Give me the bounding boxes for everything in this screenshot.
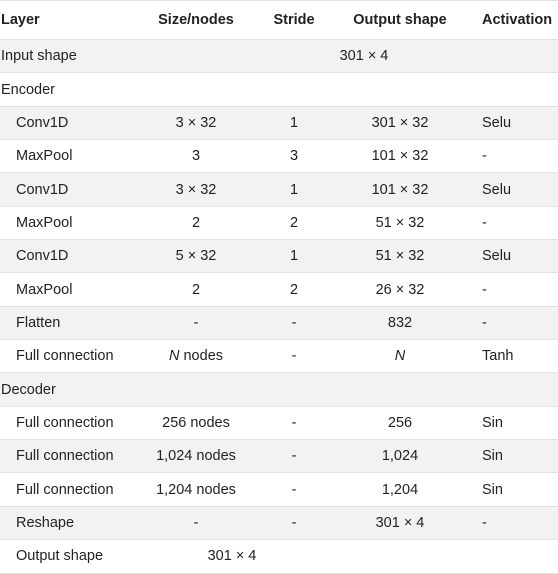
table-row-encoder-section: [0, 73, 558, 106]
layer-cell: MaxPool: [0, 206, 134, 239]
table-row: [0, 106, 558, 139]
table-row: [0, 206, 558, 239]
activation-cell: Sin: [470, 406, 558, 439]
input-shape-label: Input shape: [0, 40, 134, 73]
layer-cell: Conv1D: [0, 106, 134, 139]
node-count-variable: N: [168, 348, 180, 365]
header-activation: Activation: [470, 1, 558, 40]
stride-cell: 3: [258, 140, 330, 173]
layer-cell: Full connection: [0, 473, 134, 506]
output-cell: 256: [330, 406, 470, 439]
layer-cell: Full connection: [0, 406, 134, 439]
table-row-input-shape: [0, 40, 558, 73]
stride-cell: 2: [258, 273, 330, 306]
activation-cell: -: [470, 140, 558, 173]
output-cell: 101 × 32: [330, 173, 470, 206]
table-row-decoder-section: [0, 373, 558, 406]
layer-cell: MaxPool: [0, 140, 134, 173]
table-header: [0, 1, 558, 40]
size-cell: 2: [134, 273, 258, 306]
activation-cell: Sin: [470, 440, 558, 473]
size-cell: -: [134, 306, 258, 339]
size-cell: 3: [134, 140, 258, 173]
stride-cell: 1: [258, 240, 330, 273]
output-shape-value: 301 × 4: [134, 540, 330, 573]
layer-cell: Conv1D: [0, 173, 134, 206]
size-cell: 1,204 nodes: [134, 473, 258, 506]
size-cell: [134, 340, 258, 373]
empty-cell: [134, 40, 258, 73]
size-cell: -: [134, 506, 258, 539]
layer-cell: Conv1D: [0, 240, 134, 273]
activation-cell: Selu: [470, 173, 558, 206]
table-row: [0, 173, 558, 206]
activation-cell: -: [470, 306, 558, 339]
empty-cell: [470, 40, 558, 73]
size-cell: 256 nodes: [134, 406, 258, 439]
header-size-nodes: Size/nodes: [134, 1, 258, 40]
header-row: [0, 1, 558, 40]
output-cell: 1,204: [330, 473, 470, 506]
stride-cell: -: [258, 406, 330, 439]
output-cell: 51 × 32: [330, 240, 470, 273]
table-row: [0, 406, 558, 439]
activation-cell: -: [470, 506, 558, 539]
stride-cell: -: [258, 340, 330, 373]
size-cell: 1,024 nodes: [134, 440, 258, 473]
layer-cell: MaxPool: [0, 273, 134, 306]
activation-cell: -: [470, 273, 558, 306]
input-shape-output: 301 × 4: [258, 40, 470, 73]
table-row-encoder-full-connection: [0, 340, 558, 373]
table-row: [0, 306, 558, 339]
layer-cell: Reshape: [0, 506, 134, 539]
stride-cell: -: [258, 473, 330, 506]
activation-cell: -: [470, 206, 558, 239]
activation-cell: Sin: [470, 473, 558, 506]
layer-cell: Full connection: [0, 340, 134, 373]
stride-cell: 1: [258, 173, 330, 206]
size-cell: 5 × 32: [134, 240, 258, 273]
table-row: [0, 473, 558, 506]
activation-cell: Selu: [470, 106, 558, 139]
header-output-shape: Output shape: [330, 1, 470, 40]
table-row: [0, 273, 558, 306]
activation-cell: Tanh: [470, 340, 558, 373]
table-row-output-shape: [0, 540, 558, 573]
output-variable: N: [394, 348, 406, 365]
stride-cell: -: [258, 306, 330, 339]
header-layer: Layer: [0, 1, 134, 40]
encoder-section-label: Encoder: [0, 73, 134, 106]
table-row: [0, 506, 558, 539]
node-count-suffix: nodes: [179, 348, 224, 365]
size-cell: 2: [134, 206, 258, 239]
size-cell: 3 × 32: [134, 106, 258, 139]
output-cell: 301 × 4: [330, 506, 470, 539]
stride-cell: 2: [258, 206, 330, 239]
stride-cell: -: [258, 506, 330, 539]
output-cell: 301 × 32: [330, 106, 470, 139]
activation-cell: Selu: [470, 240, 558, 273]
output-cell: 1,024: [330, 440, 470, 473]
decoder-section-label: Decoder: [0, 373, 134, 406]
output-cell: 101 × 32: [330, 140, 470, 173]
header-stride: Stride: [258, 1, 330, 40]
stride-cell: 1: [258, 106, 330, 139]
table-row: [0, 140, 558, 173]
output-cell: 832: [330, 306, 470, 339]
output-cell: 51 × 32: [330, 206, 470, 239]
output-shape-label: Output shape: [0, 540, 134, 573]
table-row: [0, 440, 558, 473]
layer-cell: Full connection: [0, 440, 134, 473]
table-row: [0, 240, 558, 273]
table-body: [0, 40, 558, 574]
size-cell: 3 × 32: [134, 173, 258, 206]
output-cell: [330, 340, 470, 373]
output-cell: 26 × 32: [330, 273, 470, 306]
layer-cell: Flatten: [0, 306, 134, 339]
stride-cell: -: [258, 440, 330, 473]
